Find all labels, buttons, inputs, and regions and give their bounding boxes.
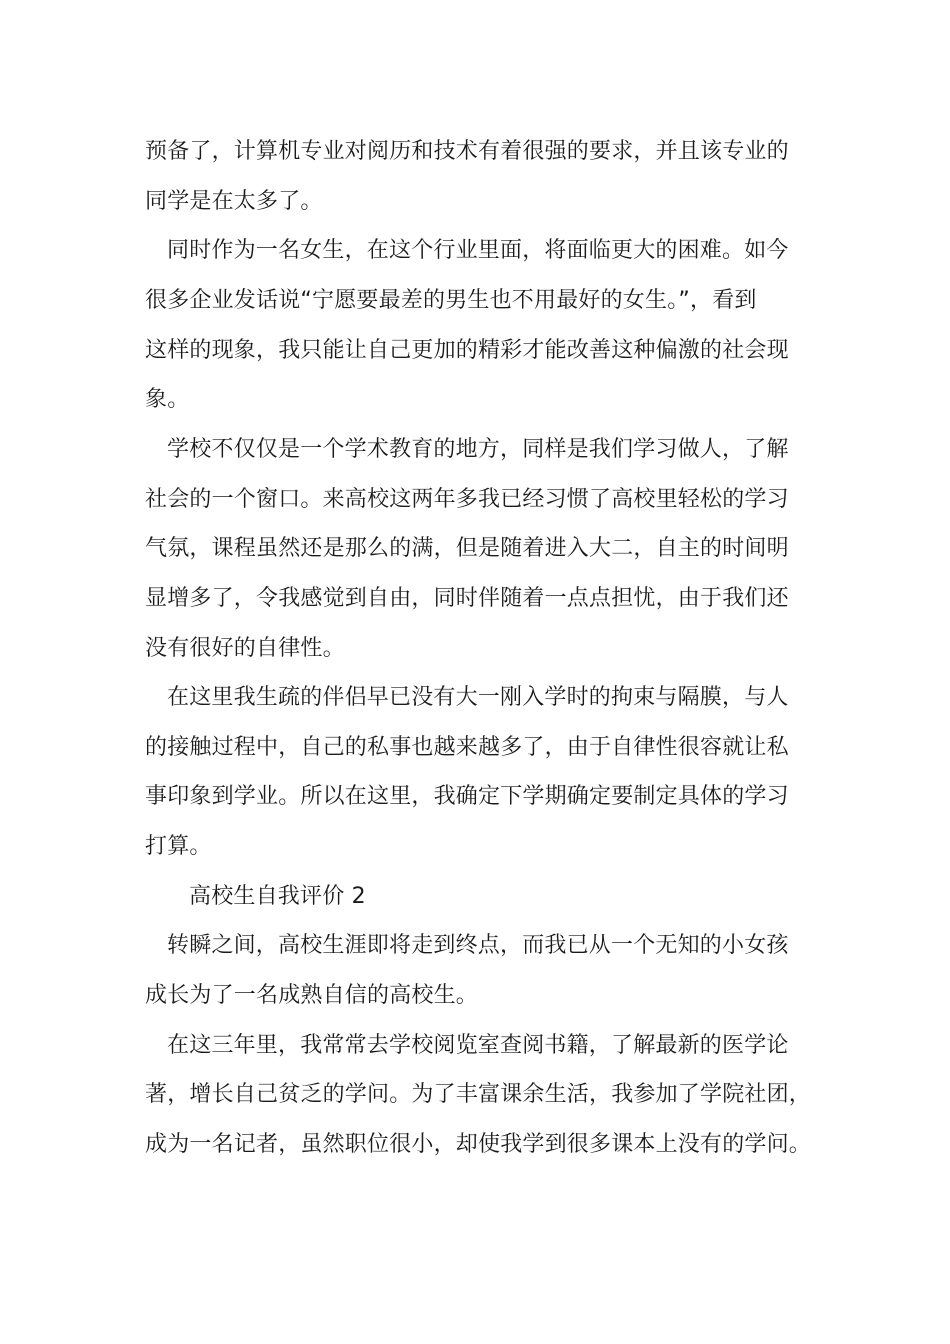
paragraph-line: 的接触过程中，自己的私事也越来越多了，由于自律性很容就让私 bbox=[145, 735, 789, 760]
paragraph-line: 显增多了，令我感觉到自由，同时伴随着一点点担忧，由于我们还 bbox=[145, 586, 789, 611]
paragraph-line: 成为一名记者，虽然职位很小，却使我学到很多课本上没有的学问。 bbox=[145, 1132, 812, 1157]
paragraph-line: 著，增长自己贫乏的学问。为了丰富课余生活，我参加了学院社团， bbox=[145, 1082, 812, 1107]
paragraph-line: 打算。 bbox=[145, 834, 212, 859]
paragraph-line: 同学是在太多了。 bbox=[145, 189, 323, 214]
section-heading: 高校生自我评价 2 bbox=[189, 884, 366, 909]
paragraph-line: 转瞬之间，高校生涯即将走到终点，而我已从一个无知的小女孩 bbox=[167, 933, 789, 958]
paragraph-line: 很多企业发话说“宁愿要最差的男生也不用最好的女生。”，看到 bbox=[145, 288, 757, 313]
paragraph-line: 社会的一个窗口。来高校这两年多我已经习惯了高校里轻松的学习 bbox=[145, 487, 789, 512]
paragraph-line: 学校不仅仅是一个学术教育的地方，同样是我们学习做人，了解 bbox=[167, 437, 789, 462]
paragraph-line: 气氛，课程虽然还是那么的满，但是随着进入大二，自主的时间明 bbox=[145, 536, 789, 561]
paragraph-line: 象。 bbox=[145, 387, 190, 412]
paragraph-line: 预备了，计算机专业对阅历和技术有着很强的要求，并且该专业的 bbox=[145, 139, 789, 164]
paragraph-line: 事印象到学业。所以在这里，我确定下学期确定要制定具体的学习 bbox=[145, 784, 789, 809]
paragraph-line: 同时作为一名女生，在这个行业里面，将面临更大的困难。如今 bbox=[167, 238, 789, 263]
paragraph-line: 没有很好的自律性。 bbox=[145, 636, 345, 661]
paragraph-line: 成长为了一名成熟自信的高校生。 bbox=[145, 983, 479, 1008]
paragraph-line: 在这里我生疏的伴侣早已没有大一刚入学时的拘束与隔膜，与人 bbox=[167, 685, 789, 710]
paragraph-line: 在这三年里，我常常去学校阅览室查阅书籍，了解最新的医学论 bbox=[167, 1033, 789, 1058]
paragraph-line: 这样的现象，我只能让自己更加的精彩才能改善这种偏激的社会现 bbox=[145, 338, 789, 363]
